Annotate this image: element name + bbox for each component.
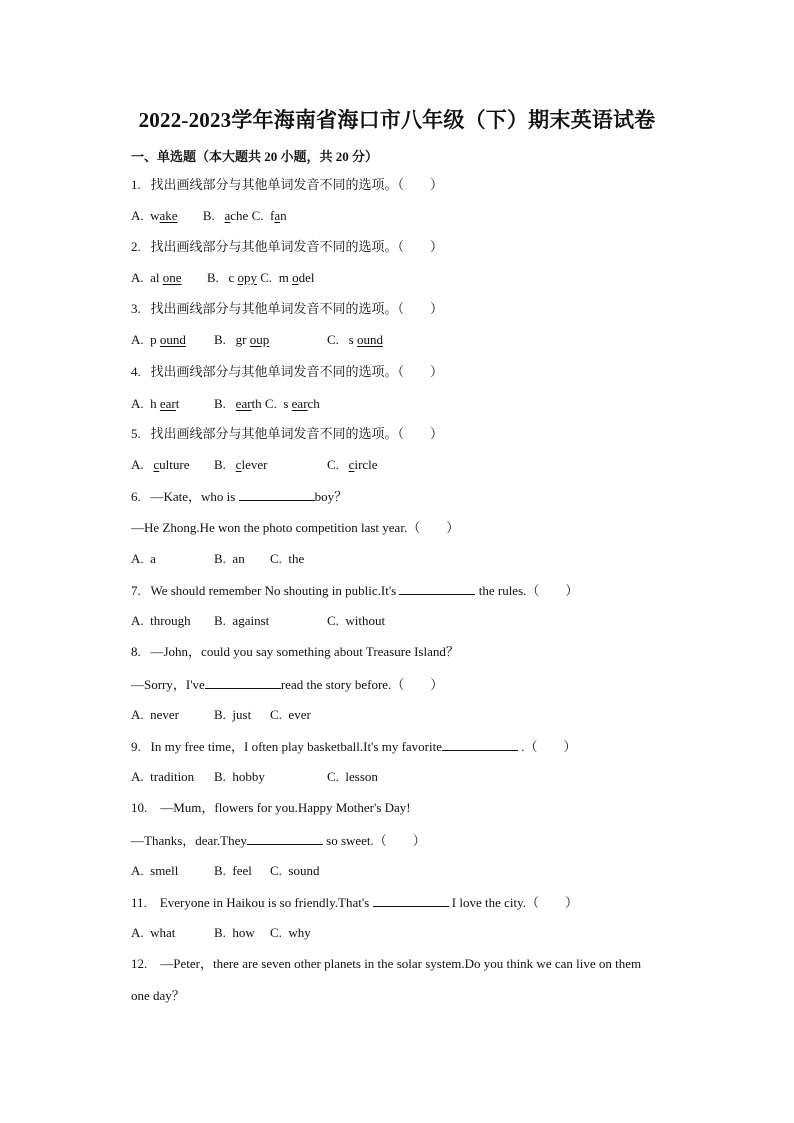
question-2-options: A. al one B. c opy C. m odel xyxy=(131,270,315,285)
option-a: A. h eart xyxy=(131,396,180,411)
option-b: B. an xyxy=(214,551,245,566)
option-b: B. against xyxy=(214,613,270,628)
option-b: B. feel xyxy=(214,863,252,878)
question-10: 10. —Mum，flowers for you.Happy Mother's Day! xyxy=(131,800,411,815)
question-8: 8. —John，could you say something about Treasure Island？ xyxy=(131,644,459,659)
answer-blank xyxy=(373,894,449,907)
option-c: C. sound xyxy=(270,863,320,878)
option-a: A. smell xyxy=(131,863,179,878)
option-a: A. a xyxy=(131,551,156,566)
option-a: A. culture xyxy=(131,457,190,472)
answer-blank xyxy=(399,582,475,595)
underlined-part: opy xyxy=(237,270,258,285)
question-4: 4. 找出画线部分与其他单词发音不同的选项。（ ） xyxy=(131,364,444,379)
option-a-letter: A. xyxy=(131,208,144,223)
answer-blank xyxy=(247,832,323,845)
underlined-part: a xyxy=(274,208,281,223)
question-12: 12. —Peter，there are seven other planets in the solar system.Do you think we can live on them xyxy=(131,956,642,971)
answer-blank xyxy=(442,738,518,751)
question-2: 2. 找出画线部分与其他单词发音不同的选项。（ ） xyxy=(131,239,444,254)
question-9: 9. In my free time，I often play basketball.It's my favorite .（ ） xyxy=(131,739,577,754)
question-5: 5. 找出画线部分与其他单词发音不同的选项。（ ） xyxy=(131,426,444,441)
question-6: 6. —Kate，who is boy？ xyxy=(131,489,348,504)
underlined-part: one xyxy=(162,270,182,285)
option-b: B. gr oup xyxy=(214,332,270,347)
question-11: 11. Everyone in Haikou is so friendly.That's I love the city.（ ） xyxy=(131,895,578,910)
answer-blank xyxy=(239,488,315,501)
exam-title: 2022-2023学年海南省海口市八年级（下）期末英语试卷 xyxy=(138,108,656,132)
option-a: A. tradition xyxy=(131,769,195,784)
option-c: C. the xyxy=(270,551,305,566)
option-b: B. clever xyxy=(214,457,268,472)
question-7: 7. We should remember No shouting in public.It's the rules.（ ） xyxy=(131,583,579,598)
option-b: B. how xyxy=(214,925,255,940)
option-a: A. never xyxy=(131,707,180,722)
option-a: A. through xyxy=(131,613,191,628)
option-b-letter: B. xyxy=(202,208,215,223)
question-10-line-2: —Thanks，dear.They so sweet.（ ） xyxy=(131,833,426,848)
question-1-options: A. wake B. ache C. fan xyxy=(131,208,287,223)
option-c: C. why xyxy=(270,925,311,940)
option-c: C. s ound xyxy=(327,332,383,347)
section-heading: 一、单选题（本大题共 20 小题，共 20 分） xyxy=(131,149,379,164)
option-c: C. without xyxy=(327,613,386,628)
option-a: A. p ound xyxy=(131,332,186,347)
option-c: C. circle xyxy=(327,457,378,472)
question-3: 3. 找出画线部分与其他单词发音不同的选项。（ ） xyxy=(131,301,444,316)
option-c: C. ever xyxy=(270,707,311,722)
answer-blank xyxy=(205,676,281,689)
question-8-line-2: —Sorry，I've read the story before.（ ） xyxy=(131,677,444,692)
option-b: B. hobby xyxy=(214,769,265,784)
question-1: 1. 找出画线部分与其他单词发音不同的选项。（ ） xyxy=(131,177,444,192)
question-6-line-2: —He Zhong.He won the photo competition last year.（ ） xyxy=(131,520,460,535)
underlined-part: o xyxy=(292,270,299,285)
option-a: A. what xyxy=(131,925,176,940)
question-12-line-2: one day？ xyxy=(131,988,185,1003)
underlined-part: a xyxy=(224,208,231,223)
option-b: B. just xyxy=(214,707,252,722)
underlined-part: ake xyxy=(159,208,178,223)
option-c: C. lesson xyxy=(327,769,378,784)
option-b-and-c: B. earth C. s earch xyxy=(214,396,320,411)
